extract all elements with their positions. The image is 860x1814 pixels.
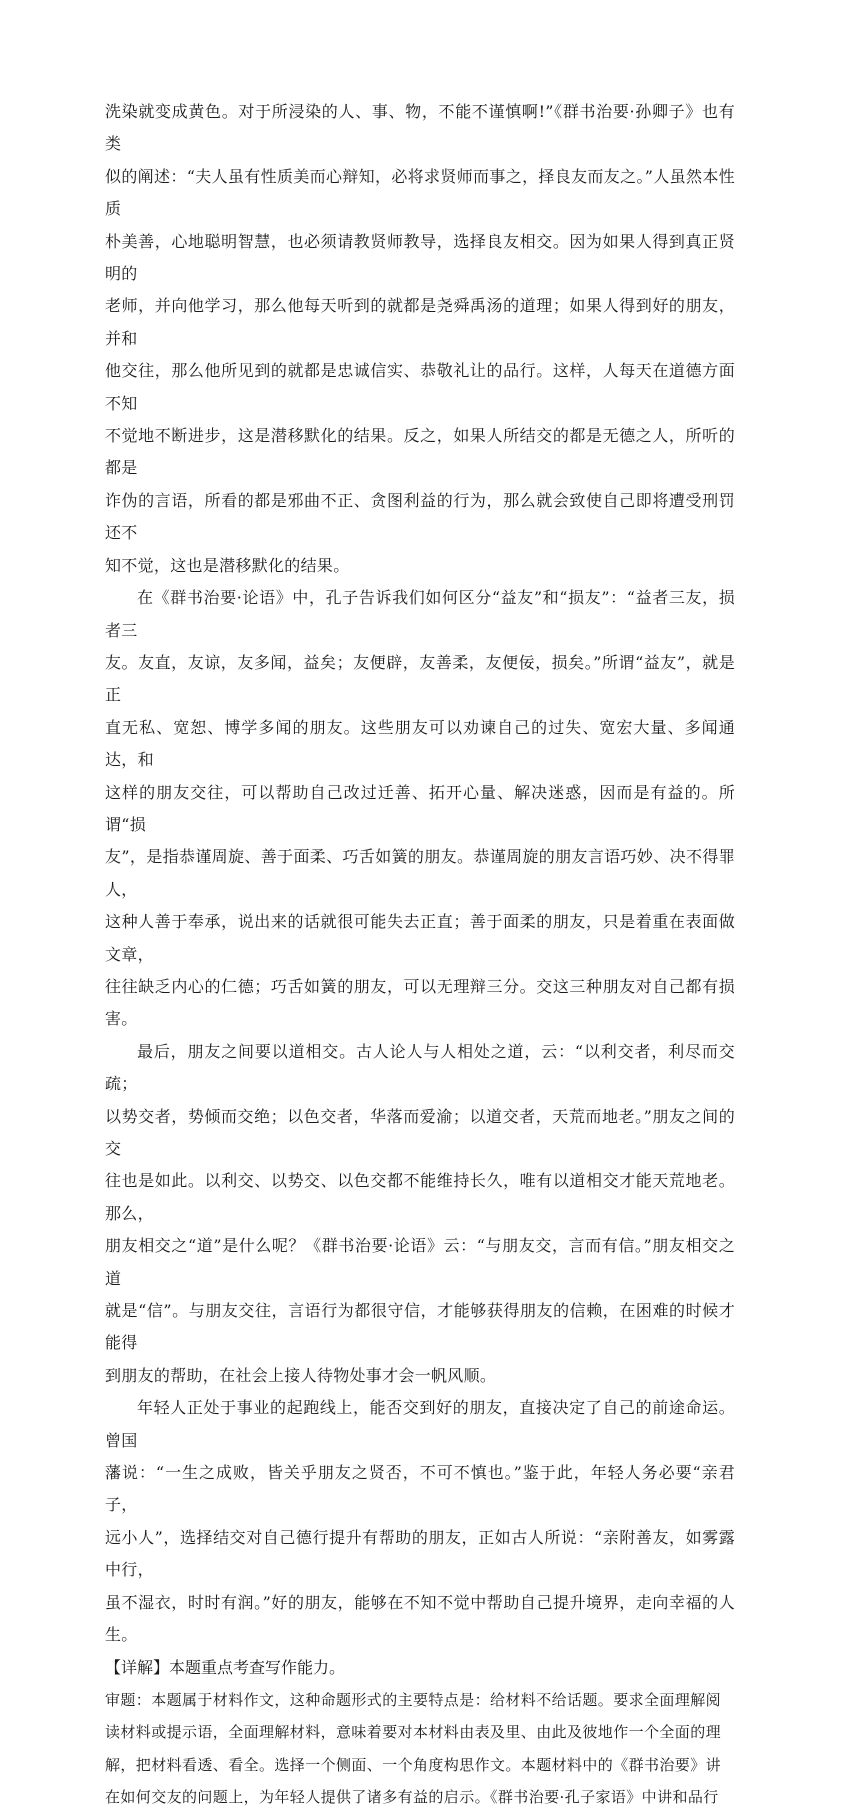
analysis-paragraph: 审题：本题属于材料作文，这种命题形式的主要特点是：给材料不给话题。要求全面理解阅 读材料或提示语，全面理解材料，意味着要对本材料由表及里、由此及彼地作一个全面的理 解，把材料看透、看全。选择一个侧面、一个角度构思作文。本题材料中的《群书治要》讲 在如何交友的问题上，为年轻人提供了诸多有益的启示。《群书治要·孔子家语》中讲和品行 — [105, 1690, 722, 1807]
essay-paragraph-conclusion: 年轻人正处于事业的起跑线上，能否交到好的朋友，直接决定了自己的前途命运。曾国 藩说：“一生之成败，皆关乎朋友之贤否，不可不慎也。”鉴于此，年轻人务必要“亲君子， 远小人”，选择结交对自己德行提升有帮助的朋友，正如古人所说：“亲附善友，如雾露中行， 虽不湿衣，时时有润。”好的朋友，能够在不知不觉中帮助自己提升境界，走向幸福的人生。 — [105, 1398, 735, 1645]
essay-paragraph-dao-xiang-jiao: 最后，朋友之间要以道相交。古人论人与人相处之道，云：“以利交者，利尽而交疏； 以势交者，势倾而交绝；以色交者，华落而爱渝；以道交者，天荒而地老。”朋友之间的交 往也是如此。以利交、以势交、以色交都不能维持长久，唯有以道相交才能天荒地老。那么， 朋友相交之“道”是什么呢？《群书治要·论语》云：“与朋友交，言而有信。”朋友相交之道 就是“信”。与朋友交往，言语行为都很守信，才能够获得朋友的信赖，在困难的时候才能得 到朋友的帮助，在社会上接人待物处事才会一帆风顺。 — [105, 1041, 735, 1385]
essay-paragraph-yi-you-sun-you: 在《群书治要·论语》中，孔子告诉我们如何区分“益友”和“损友”：“益者三友，损者三 友。友直，友谅，友多闻，益矣；友便辟，友善柔，友便佞，损矣。”所谓“益友”，就是正 直无私、宽恕、博学多闻的朋友。这些朋友可以劝谏自己的过失、宽宏大量、多闻通达，和 这样的朋友交往，可以帮助自己改过迁善、拓开心量、解决迷惑，因而是有益的。所谓“损 友”，是指恭谨周旋、善于面柔、巧舌如簧的朋友。恭谨周旋的朋友言语巧妙、决不得罪人， 这种人善于奉承，说出来的话就很可能失去正直；善于面柔的朋友，只是着重在表面做文章， 往往缺乏内心的仁德；巧舌如簧的朋友，可以无理辩三分。交这三种朋友对自己都有损害。 — [105, 588, 735, 1029]
essay-paragraph-continued: 洗染就变成黄色。对于所浸染的人、事、物，不能不谨慎啊!”《群书治要·孙卿子》也有类 似的阐述：“夫人虽有性质美而心辩知，必将求贤师而事之，择良友而友之。”人虽然本性质 朴美善，心地聪明智慧，也必须请教贤师教导，选择良友相交。因为如果人得到真正贤明的 老师，并向他学习，那么他每天听到的就都是尧舜禹汤的道理；如果人得到好的朋友，并和 他交往，那么他所见到的就都是忠诚信实、恭敬礼让的品行。这样，人每天在道德方面不知 不觉地不断进步，这是潜移默化的结果。反之，如果人所结交的都是无德之人，所听的都是 诈伪的言语，所看的都是邪曲不正、贪图利益的行为，那么就会致使自己即将遭受刑罚还不 知不觉，这也是潜移默化的结果。 — [105, 102, 735, 575]
document-page — [105, 96, 735, 1814]
analysis-label: 【详解】本题重点考查写作能力。 — [105, 1657, 346, 1677]
